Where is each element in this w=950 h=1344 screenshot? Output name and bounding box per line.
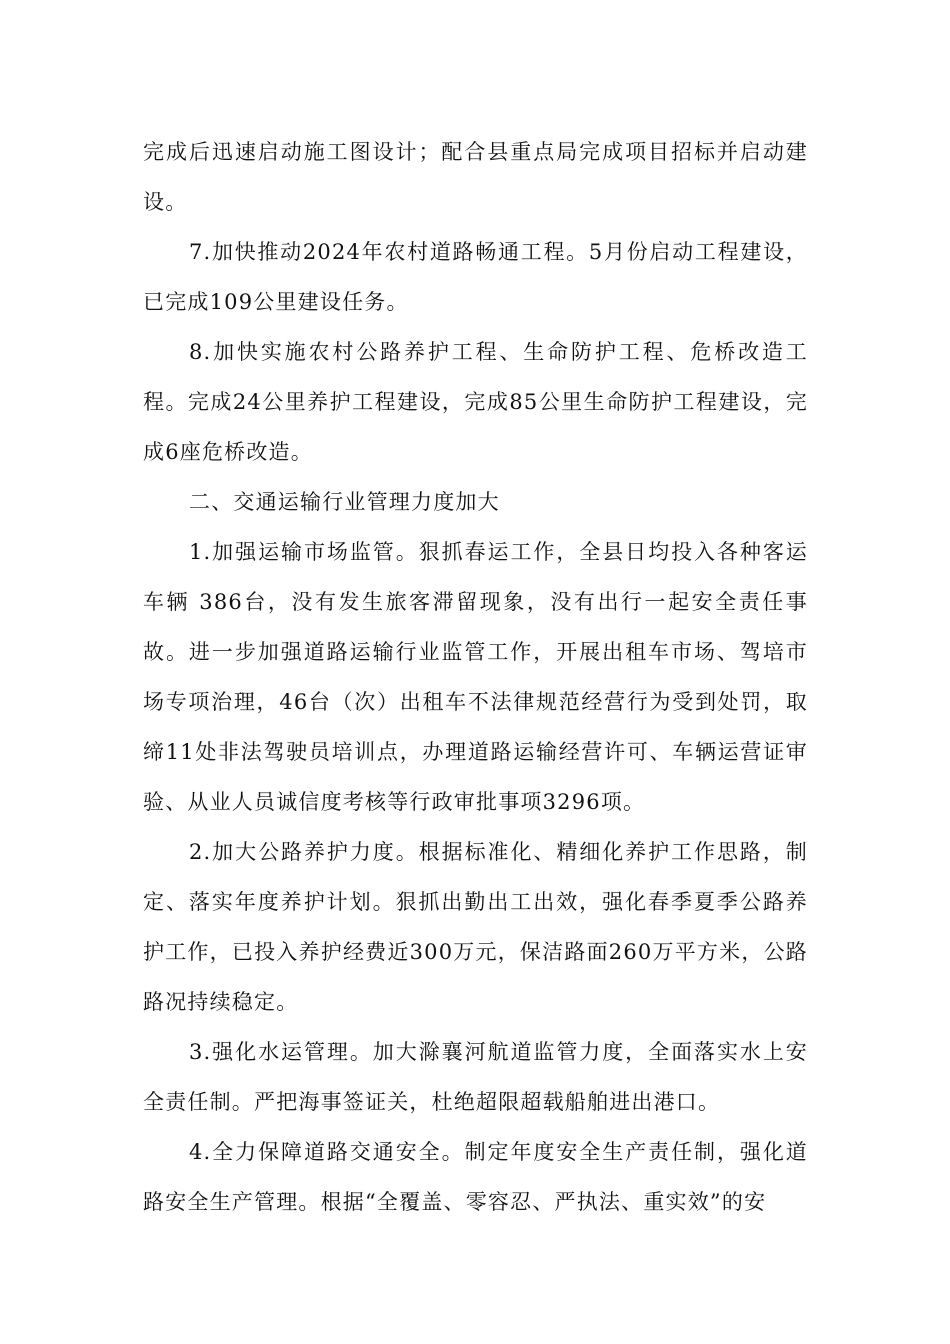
document-body <box>143 127 808 1227</box>
section-heading-2: 二、交通运输行业管理力度加大 <box>189 490 500 514</box>
paragraph-water-transport: 3.强化水运管理。加大滁襄河航道监管力度，全面落实水上安全责任制。严把海事签证关，杜绝超限超载船舶进出港口。 <box>143 1040 808 1114</box>
paragraph-transport-market: 1.加强运输市场监管。狠抓春运工作，全县日均投入各种客运车辆 386台，没有发生旅客滞留现象，没有出行一起安全责任事故。进一步加强道路运输行业监管工作，开展出租车市场、驾培市场专项治理，46台（次）出租车不法律规范经营行为受到处罚，取缔11处非法驾驶员培训点，办理道路运输经营许可、车辆运营证审验、从业人员诚信度考核等行政审批事项3296项。 <box>143 540 808 814</box>
paragraph-road-safety: 4.全力保障道路交通安全。制定年度安全生产责任制，强化道路安全生产管理。根据“全覆盖、零容忍、严执法、重实效”的安 <box>143 1140 808 1214</box>
paragraph-item-8: 8.加快实施农村公路养护工程、生命防护工程、危桥改造工程。完成24公里养护工程建设，完成85公里生命防护工程建设，完成6座危桥改造。 <box>143 340 808 464</box>
paragraph-continuation: 完成后迅速启动施工图设计；配合县重点局完成项目招标并启动建设。 <box>143 140 808 214</box>
paragraph-item-7: 7.加快推动2024年农村道路畅通工程。5月份启动工程建设，已完成109公里建设任务。 <box>143 240 808 314</box>
paragraph-road-maintenance: 2.加大公路养护力度。根据标准化、精细化养护工作思路，制定、落实年度养护计划。狠抓出勤出工出效，强化春季夏季公路养护工作，已投入养护经费近300万元，保洁路面260万平方米，公路路况持续稳定。 <box>143 840 808 1014</box>
